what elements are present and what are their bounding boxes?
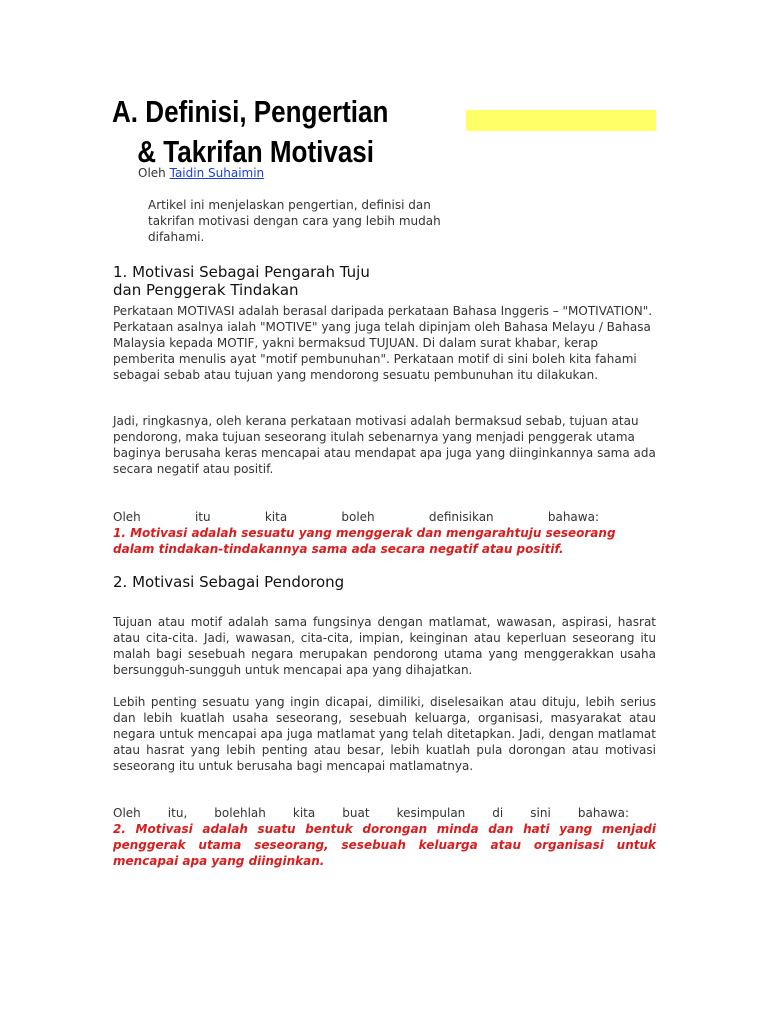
- byline: [138, 165, 264, 181]
- section-2-heading: 2. Motivasi Sebagai Pendorong: [113, 573, 345, 591]
- section-1-heading: [113, 263, 433, 299]
- title-line-2: & Takrifan Motivasi: [137, 134, 375, 169]
- definition-2: 2. Motivasi adalah suatu bentuk dorongan minda dan hati yang menjadi penggerak utama seseorang, sesebuah keluarga atau organisasi untuk mencapai apa yang diinginkan.: [113, 822, 656, 868]
- definition-1: 1. Motivasi adalah sesuatu yang menggerak dan mengarahtuju seseorang dalam tindakan-tindakannya sama ada secara negatif atau positif.: [113, 526, 616, 556]
- section-1-heading-line-1: 1. Motivasi Sebagai Pengarah Tuju: [113, 263, 370, 281]
- yellow-highlight-box: [466, 110, 656, 131]
- title-line-1: A. Definisi, Pengertian: [112, 94, 389, 129]
- section-1-heading-line-2: dan Penggerak Tindakan: [113, 281, 299, 299]
- section-2-paragraph-1: Tujuan atau motif adalah sama fungsinya dengan matlamat, wawasan, aspirasi, hasrat atau cita-cita. Jadi, wawasan, cita-cita, impian, keinginan atau keperluan seseorang itu malah bagi sesebuah negara merupakan pendorong utama yang menggerakkan usaha bersungguh-sungguh untuk mencapai apa yang dihajatkan.: [113, 615, 656, 677]
- intro-text: Artikel ini menjelaskan pengertian, definisi dan takrifan motivasi dengan cara yang lebih mudah difahami.: [148, 198, 441, 244]
- section-1-paragraph-1: Perkataan MOTIVASI adalah berasal daripada perkataan Bahasa Inggeris – "MOTIVATION". Perkataan asalnya ialah "MOTIVE" yang juga telah dipinjam oleh Bahasa Melayu / Bahasa Malaysia kepada MOTIF, yakni bermaksud TUJUAN. Di dalam surat khabar, kerap pemberita menulis ayat "motif pembunuhan". Perkataan motif di sini boleh kita fahami sebagai sebab atau tujuan yang mendorong sesuatu pembunuhan itu dilakukan.: [113, 304, 653, 382]
- author-link[interactable]: Taidin Suhaimin: [169, 166, 265, 180]
- section-2-paragraph-2: Lebih penting sesuatu yang ingin dicapai, dimiliki, diselesaikan atau dituju, lebih serius dan lebih kuatlah usaha seseorang, sesebuah keluarga, organisasi, masyarakat atau negara untuk mencapai apa juga matlamat yang telah ditetapkan. Jadi, dengan matlamat atau hasrat yang lebih penting atau besar, lebih kuatlah pula dorongan atau motivasi seseorang itu untuk berusaha bagi mencapai matlamatnya.: [113, 695, 656, 773]
- article-title: [112, 92, 388, 172]
- section-2-lead: Oleh itu, bolehlah kita buat kesimpulan di sini bahawa:: [113, 806, 629, 820]
- section-1-paragraph-2: Jadi, ringkasnya, oleh kerana perkataan motivasi adalah bermaksud sebab, tujuan atau pendorong, maka tujuan seseorang itulah sebenarnya yang menjadi penggerak utama baginya berusaha keras mencapai atau mendapat apa juga yang diinginkannya sama ada secara negatif atau positif.: [113, 414, 656, 476]
- section-1-lead: Oleh itu kita boleh definisikan bahawa:: [113, 510, 599, 524]
- byline-prefix: Oleh: [138, 166, 166, 180]
